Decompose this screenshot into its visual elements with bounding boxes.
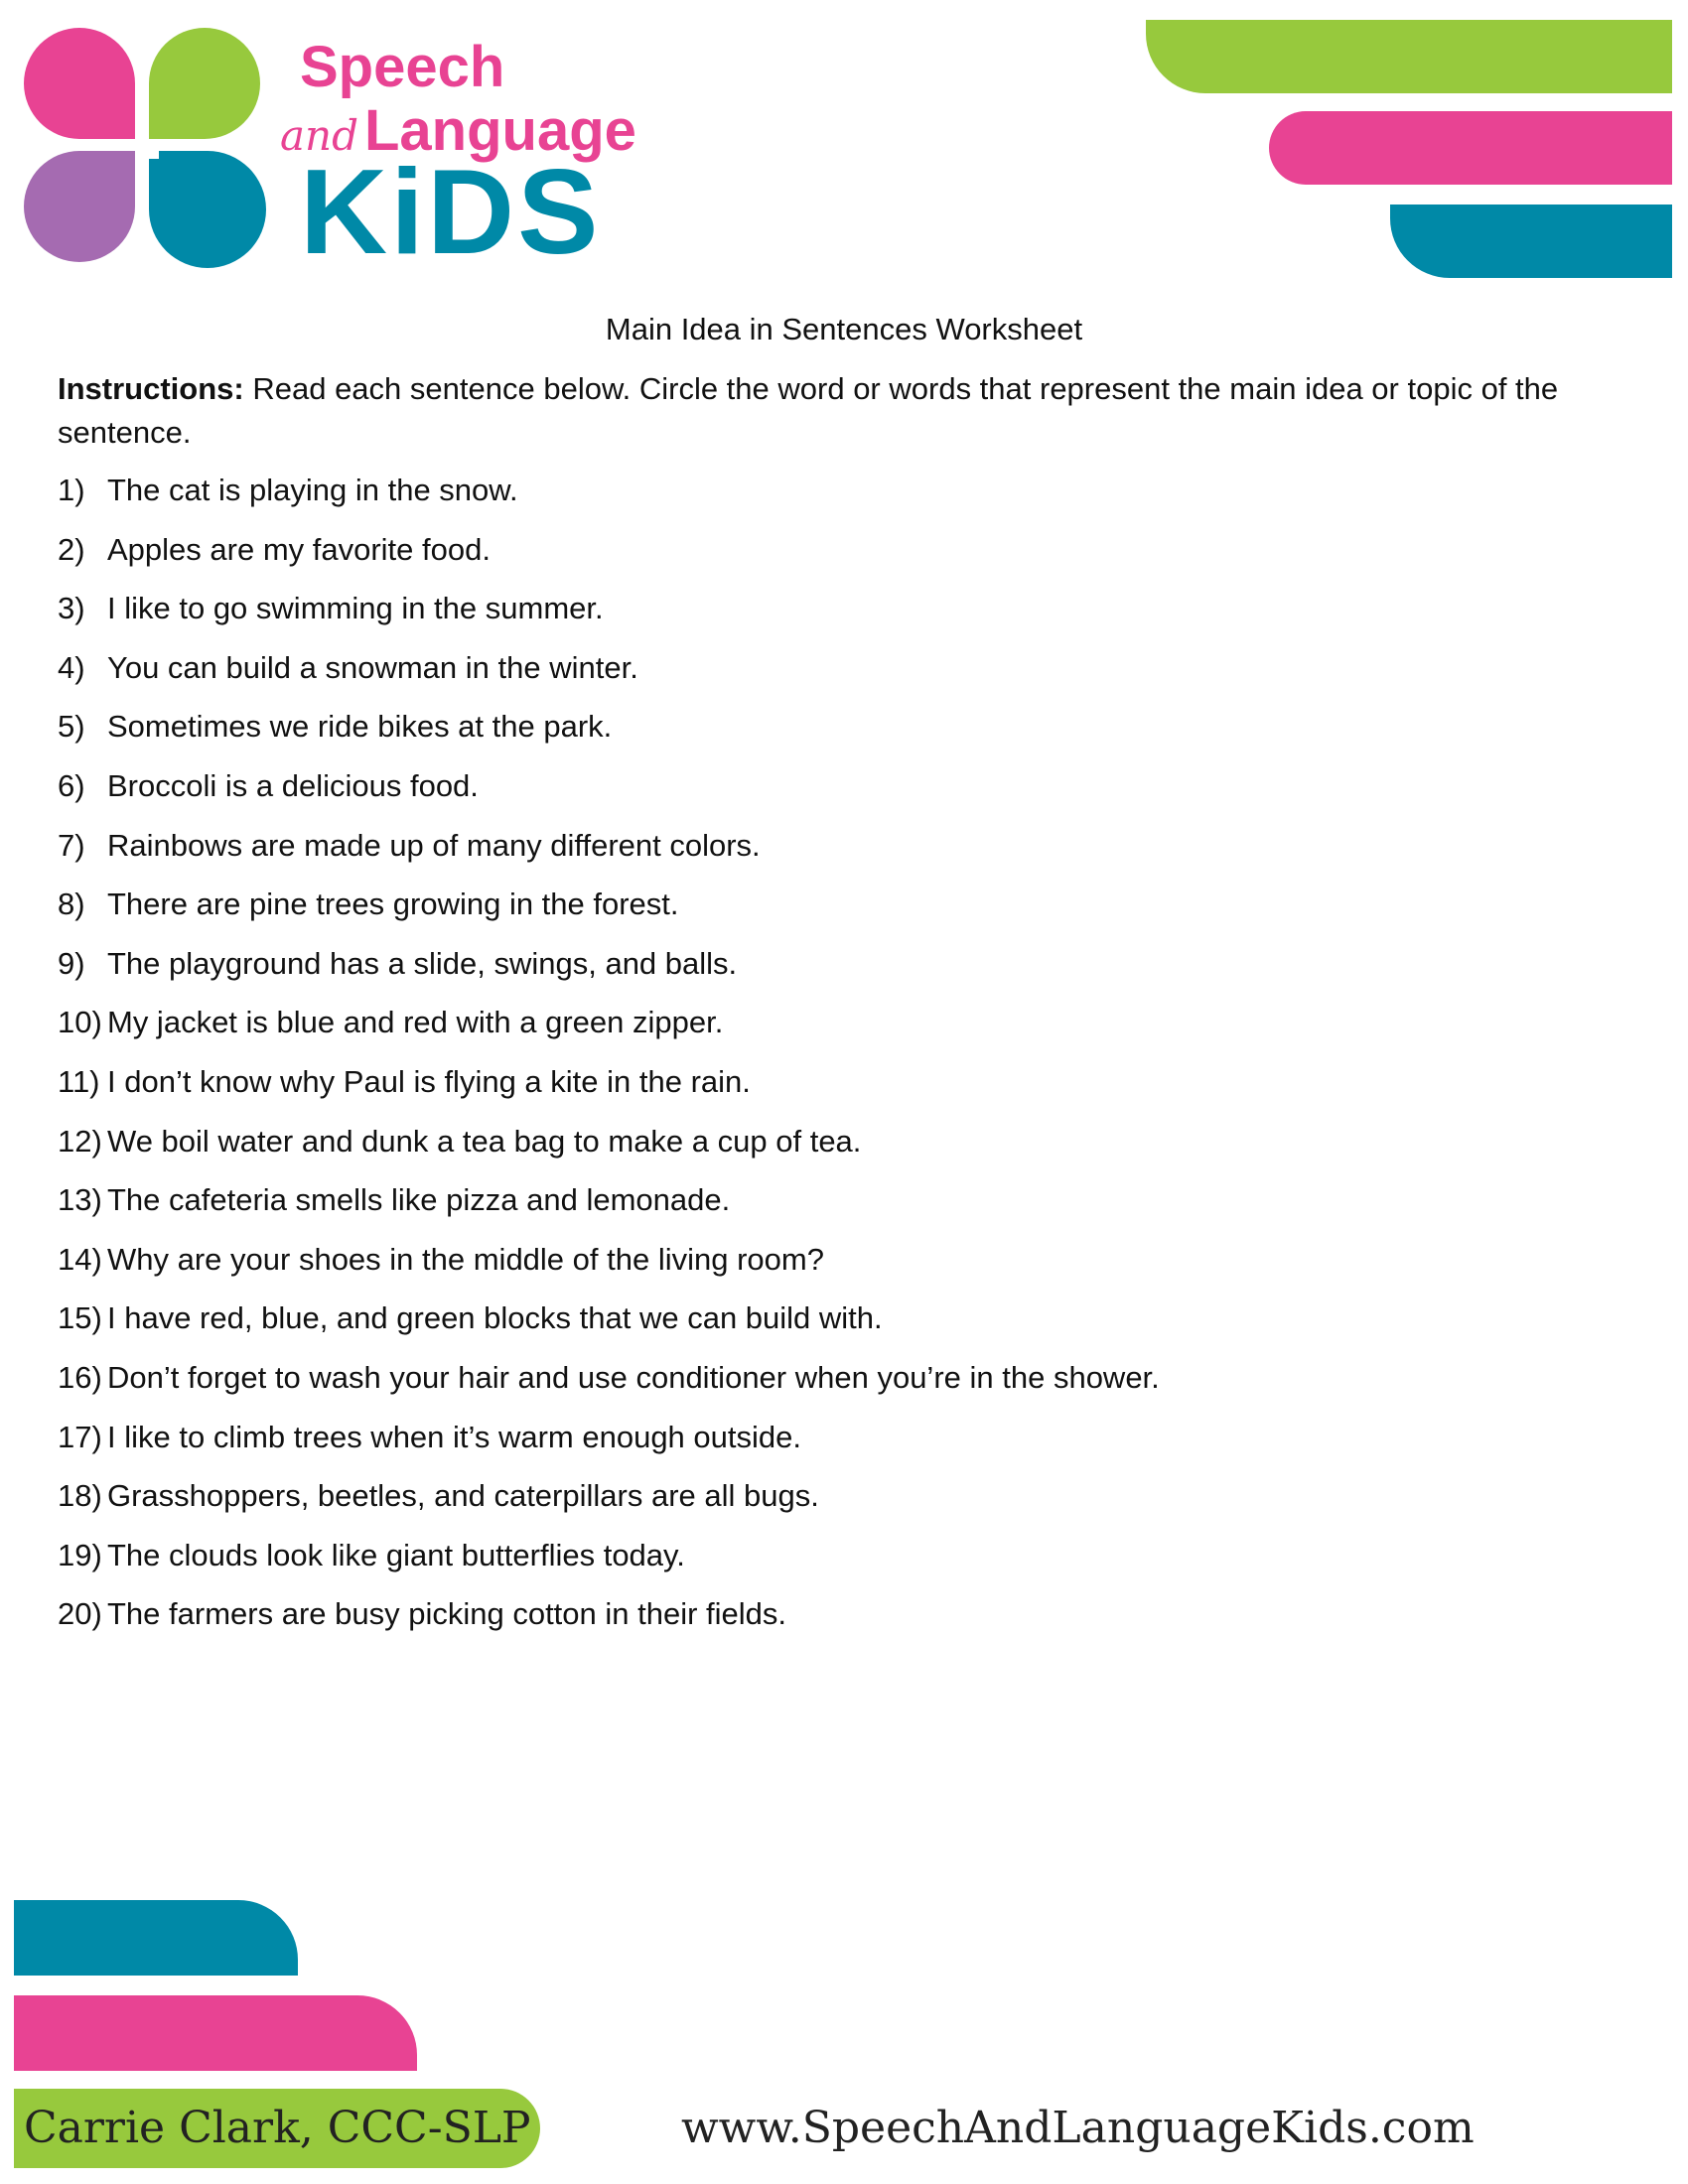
item-number: 15) — [58, 1300, 102, 1336]
instructions-label: Instructions: — [58, 371, 244, 406]
logo-word-and: and — [280, 111, 358, 160]
list-item — [58, 587, 1160, 646]
item-sentence: The cat is playing in the snow. — [107, 473, 518, 507]
footer-author: Carrie Clark, CCC-SLP — [24, 2103, 531, 2153]
item-number: 4) — [58, 649, 85, 685]
list-item — [58, 1060, 1160, 1120]
logo-teal-petal — [149, 151, 266, 268]
list-item — [58, 1592, 1160, 1652]
item-sentence: Don’t forget to wash your hair and use conditioner when you’re in the shower. — [107, 1359, 1160, 1395]
item-sentence: The clouds look like giant butterflies today. — [107, 1537, 685, 1572]
item-number: 18) — [58, 1478, 102, 1514]
item-sentence: The cafeteria smells like pizza and lemonade. — [107, 1182, 731, 1218]
item-number: 8) — [58, 887, 85, 922]
list-item — [58, 1416, 1160, 1475]
top-green-bar — [1146, 20, 1672, 93]
item-number: 11) — [58, 1063, 100, 1099]
item-sentence: You can build a snowman in the winter. — [107, 649, 638, 685]
item-number: 2) — [58, 531, 85, 567]
bottom-pink-bar — [14, 1995, 417, 2071]
list-item — [58, 764, 1160, 824]
item-number: 13) — [58, 1182, 102, 1218]
list-item — [58, 1178, 1160, 1238]
item-sentence: I don’t know why Paul is flying a kite in the rain. — [107, 1063, 751, 1099]
item-number: 7) — [58, 827, 85, 863]
list-item — [58, 705, 1160, 764]
logo-word-speech: Speech — [300, 35, 505, 99]
list-item — [58, 883, 1160, 942]
logo-center-dot — [149, 149, 159, 159]
list-item — [58, 646, 1160, 706]
list-item — [58, 1001, 1160, 1060]
item-sentence: The playground has a slide, swings, and balls. — [107, 945, 738, 981]
item-number: 16) — [58, 1359, 102, 1395]
item-sentence: Apples are my favorite food. — [107, 531, 491, 567]
list-item — [58, 1120, 1160, 1179]
item-sentence: Grasshoppers, beetles, and caterpillars are all bugs. — [107, 1478, 819, 1514]
item-sentence: My jacket is blue and red with a green zipper. — [107, 1005, 724, 1040]
logo-word-kids: KiDS — [300, 144, 602, 279]
item-number: 10) — [58, 1005, 102, 1040]
item-sentence: I have red, blue, and green blocks that we can build with. — [107, 1300, 883, 1336]
item-number: 17) — [58, 1419, 102, 1454]
item-number: 19) — [58, 1537, 102, 1572]
list-item — [58, 942, 1160, 1002]
item-sentence: There are pine trees growing in the forest. — [107, 887, 679, 922]
item-number: 9) — [58, 945, 85, 981]
item-number: 12) — [58, 1123, 102, 1159]
item-number: 5) — [58, 709, 85, 745]
list-item — [58, 1356, 1160, 1416]
list-item — [58, 528, 1160, 588]
item-sentence: Sometimes we ride bikes at the park. — [107, 709, 613, 745]
top-pink-bar — [1269, 111, 1672, 185]
item-number: 14) — [58, 1241, 102, 1277]
logo-green-petal — [149, 28, 260, 139]
logo-word-language-text: Language — [363, 98, 636, 163]
item-sentence: We boil water and dunk a tea bag to make a cup of tea. — [107, 1123, 862, 1159]
list-item — [58, 469, 1160, 528]
top-teal-bar — [1390, 205, 1672, 278]
instructions — [58, 367, 1636, 455]
item-number: 1) — [58, 473, 85, 507]
item-number: 3) — [58, 591, 85, 626]
bottom-teal-bar — [14, 1900, 298, 1976]
list-item — [58, 1297, 1160, 1356]
instructions-text: Read each sentence below. Circle the word or words that represent the main idea or topic of the sentence. — [58, 371, 1559, 450]
item-number: 6) — [58, 767, 85, 803]
list-item — [58, 1474, 1160, 1534]
item-sentence: The farmers are busy picking cotton in their fields. — [107, 1596, 787, 1632]
list-item — [58, 1238, 1160, 1297]
logo-purple-petal — [24, 151, 135, 262]
item-number: 20) — [58, 1596, 102, 1632]
list-item — [58, 1534, 1160, 1593]
logo-pink-petal — [24, 28, 135, 139]
item-sentence: Broccoli is a delicious food. — [107, 767, 479, 803]
item-sentence: I like to climb trees when it’s warm enough outside. — [107, 1419, 801, 1454]
item-sentence: Rainbows are made up of many different colors. — [107, 827, 761, 863]
footer-website-link[interactable]: www.SpeechAndLanguageKids.com — [681, 2103, 1475, 2153]
item-sentence: Why are your shoes in the middle of the living room? — [107, 1241, 824, 1277]
list-item — [58, 824, 1160, 884]
worksheet-title: Main Idea in Sentences Worksheet — [605, 312, 1083, 346]
sentence-list — [58, 469, 1160, 1652]
item-sentence: I like to go swimming in the summer. — [107, 591, 604, 626]
